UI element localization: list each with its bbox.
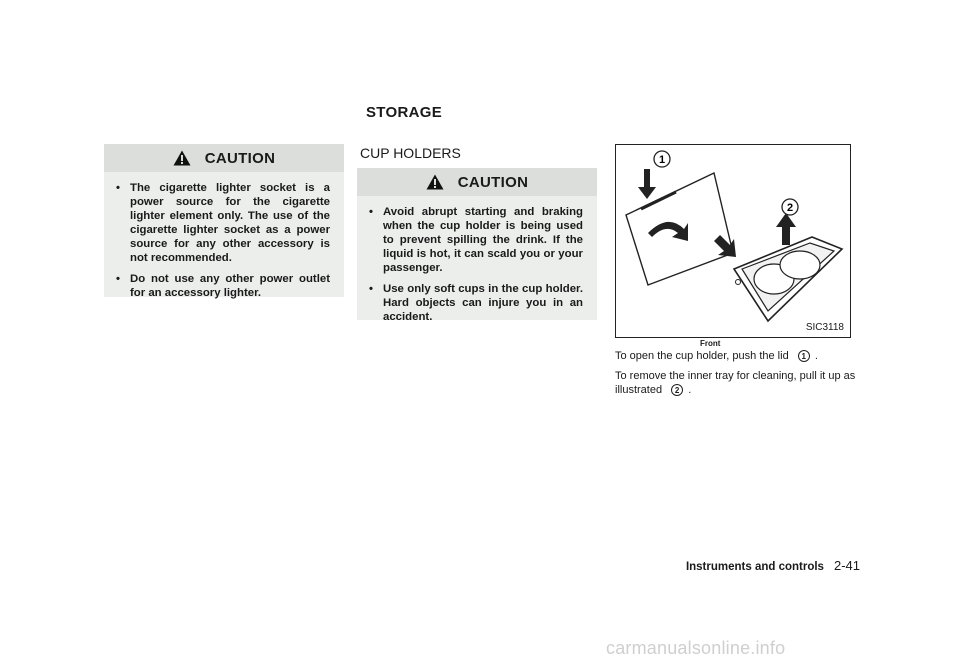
bullet-icon: • (369, 283, 373, 295)
instruction-remove-text: To remove the inner tray for cleaning, pull it up as illustrated (615, 370, 856, 396)
bullet-icon: • (116, 273, 120, 285)
housing-screw (736, 280, 741, 285)
figure-code: SIC3118 (805, 322, 844, 333)
caution-box-cup-holders (357, 168, 597, 323)
caution-item-text: Do not use any other power outlet for an accessory lighter. (130, 273, 330, 299)
section-title: STORAGE (366, 104, 443, 121)
warning-triangle-icon (426, 174, 444, 190)
page-number: 2-41 (833, 558, 860, 573)
page-footer (660, 558, 860, 573)
callout-2-label: 2 (786, 202, 794, 214)
caution-item-text: Use only soft cups in the cup holder. Hard objects can injure you in an accident. (383, 283, 583, 323)
cup-holder-illustration (615, 144, 851, 338)
instruction-remove (615, 369, 860, 397)
watermark: carmanualsonline.info (606, 638, 786, 658)
warning-triangle-icon (173, 150, 191, 166)
callout-1-label: 1 (658, 154, 666, 166)
ref-1-icon: 1 (798, 350, 810, 362)
cup-well-right (780, 251, 820, 279)
cup-holder-drawing (616, 145, 849, 336)
instruction-open (615, 349, 860, 363)
caution-body (357, 196, 597, 323)
figure-caption: Front (700, 339, 721, 348)
caution-header (357, 168, 597, 196)
instruction-open-text: To open the cup holder, push the lid (615, 350, 789, 362)
lift-arrow-icon (776, 213, 796, 245)
footer-section: Instruments and controls (685, 561, 824, 573)
caution-item (369, 205, 583, 275)
cup-holders-heading: CUP HOLDERS (360, 145, 461, 161)
caution-box-lighter (104, 144, 344, 297)
caution-item-text: The cigarette lighter socket is a power source for the cigarette lighter element only. The use of the cigarette lighter socket as a power source for any other accessory is not recommended. (130, 182, 330, 264)
instruction-open-end: . (814, 350, 818, 362)
caution-item-text: Avoid abrupt starting and braking when the cup holder is being used to prevent spilling the drink. If the liquid is hot, it can scald you or your passenger. (383, 206, 583, 274)
caution-item (116, 272, 330, 300)
caution-body (104, 172, 344, 297)
bullet-icon: • (369, 206, 373, 218)
caution-title: CAUTION (204, 149, 276, 167)
caution-item (116, 181, 330, 265)
instruction-remove-end: . (688, 384, 692, 396)
bullet-icon: • (116, 182, 120, 194)
ref-2-icon: 2 (671, 384, 683, 396)
caution-title: CAUTION (457, 173, 529, 191)
caution-header (104, 144, 344, 172)
push-arrow-icon (638, 169, 656, 199)
caution-item (369, 282, 583, 324)
